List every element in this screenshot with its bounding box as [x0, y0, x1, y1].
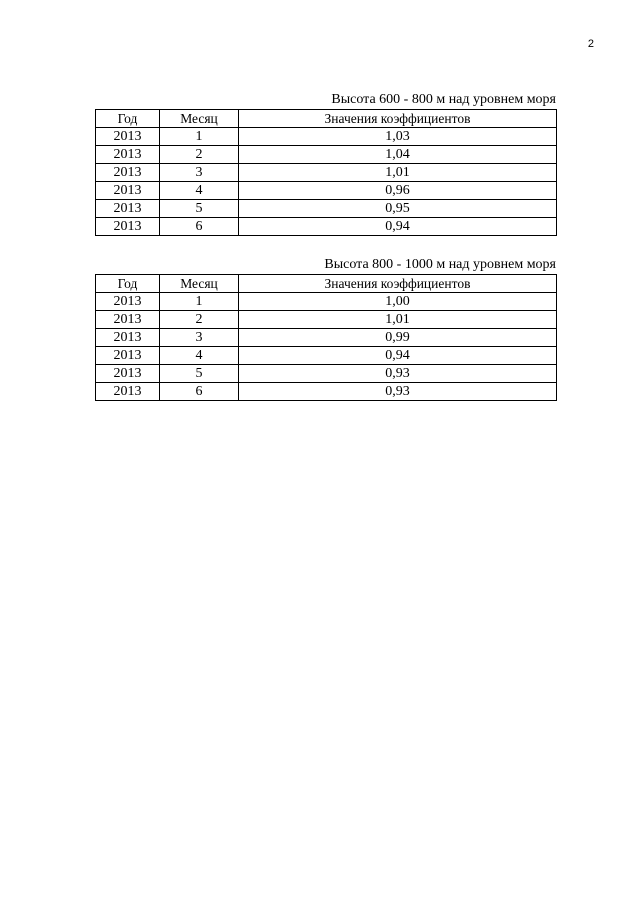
table-section-600-800 [95, 92, 556, 236]
header-month: Месяц [160, 110, 239, 128]
table-caption: Высота 800 - 1000 м над уровнем моря [324, 257, 556, 272]
table-caption: Высота 600 - 800 м над уровнем моря [331, 92, 556, 107]
header-coefficient: Значения коэффициентов [239, 275, 557, 293]
table-row [96, 164, 557, 182]
cell-year: 2013 [96, 329, 160, 347]
cell-month: 1 [160, 293, 239, 311]
cell-month: 4 [160, 182, 239, 200]
header-year: Год [96, 275, 160, 293]
table-row [96, 311, 557, 329]
cell-month: 2 [160, 311, 239, 329]
cell-year: 2013 [96, 146, 160, 164]
table-header-row [96, 275, 557, 293]
header-month: Месяц [160, 275, 239, 293]
cell-coefficient: 0,93 [239, 383, 557, 401]
cell-coefficient: 1,01 [239, 164, 557, 182]
cell-year: 2013 [96, 293, 160, 311]
table-section-800-1000 [95, 257, 556, 401]
cell-coefficient: 1,01 [239, 311, 557, 329]
table-row [96, 293, 557, 311]
cell-coefficient: 1,03 [239, 128, 557, 146]
cell-year: 2013 [96, 182, 160, 200]
cell-month: 5 [160, 365, 239, 383]
coefficients-table [95, 274, 557, 401]
cell-year: 2013 [96, 365, 160, 383]
cell-month: 5 [160, 200, 239, 218]
coefficients-table [95, 109, 557, 236]
cell-coefficient: 1,04 [239, 146, 557, 164]
cell-coefficient: 1,00 [239, 293, 557, 311]
cell-month: 1 [160, 128, 239, 146]
cell-year: 2013 [96, 200, 160, 218]
cell-month: 3 [160, 329, 239, 347]
header-year: Год [96, 110, 160, 128]
table-row [96, 128, 557, 146]
cell-month: 4 [160, 347, 239, 365]
cell-year: 2013 [96, 311, 160, 329]
page-number: 2 [587, 38, 594, 50]
cell-year: 2013 [96, 347, 160, 365]
table-row [96, 182, 557, 200]
table-header-row [96, 110, 557, 128]
table-row [96, 218, 557, 236]
table-row [96, 146, 557, 164]
cell-year: 2013 [96, 383, 160, 401]
table-row [96, 383, 557, 401]
cell-month: 3 [160, 164, 239, 182]
header-coefficient: Значения коэффициентов [239, 110, 557, 128]
cell-coefficient: 0,99 [239, 329, 557, 347]
cell-coefficient: 0,93 [239, 365, 557, 383]
table-row [96, 329, 557, 347]
cell-year: 2013 [96, 218, 160, 236]
table-row [96, 200, 557, 218]
cell-coefficient: 0,94 [239, 218, 557, 236]
cell-year: 2013 [96, 164, 160, 182]
cell-month: 2 [160, 146, 239, 164]
cell-coefficient: 0,95 [239, 200, 557, 218]
cell-month: 6 [160, 218, 239, 236]
cell-month: 6 [160, 383, 239, 401]
table-row [96, 365, 557, 383]
table-row [96, 347, 557, 365]
cell-coefficient: 0,94 [239, 347, 557, 365]
cell-coefficient: 0,96 [239, 182, 557, 200]
cell-year: 2013 [96, 128, 160, 146]
